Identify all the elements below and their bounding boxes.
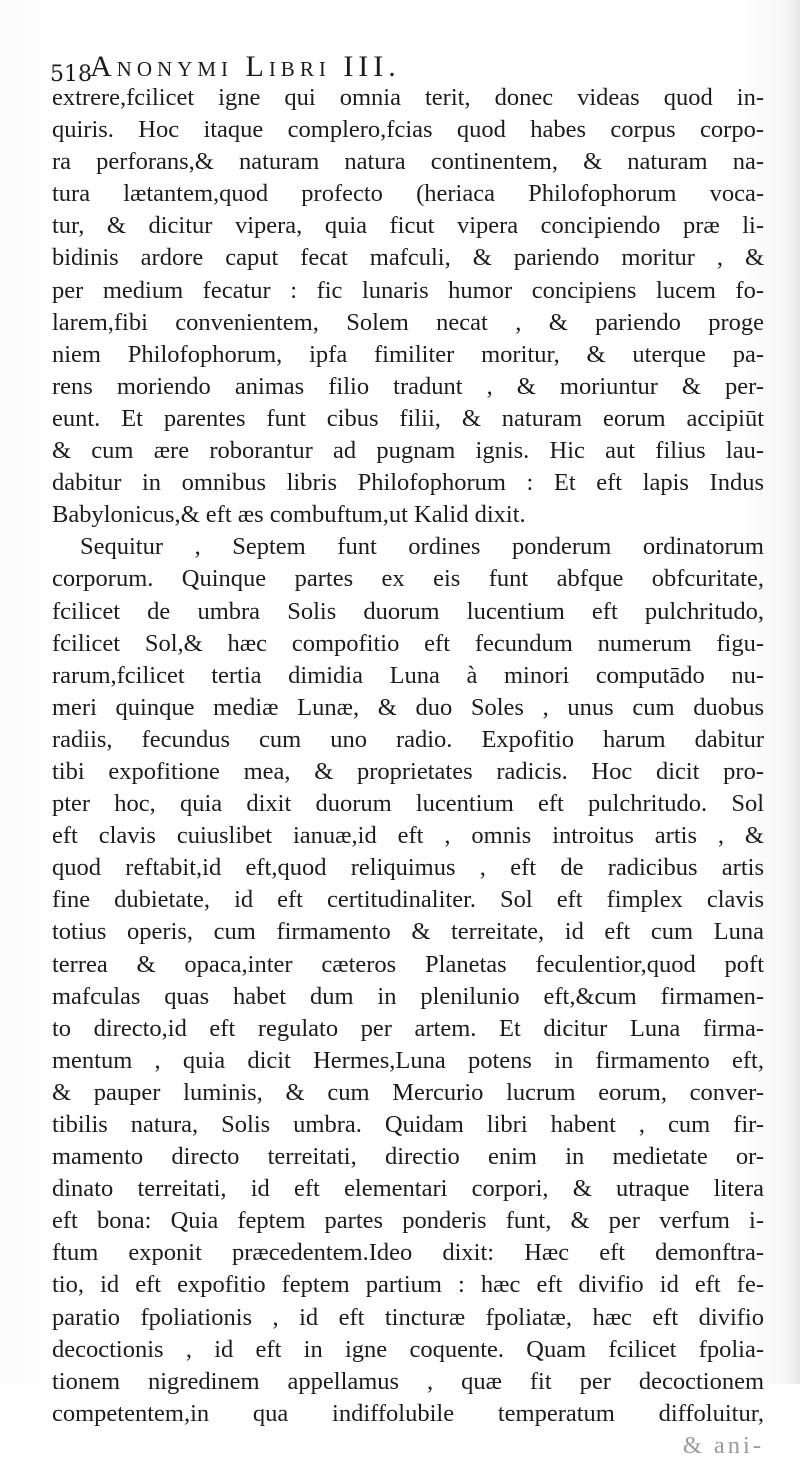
text-line: paratio fpoliationis , id eft tincturæ fpoliatæ, hæc eft divifio	[52, 1303, 764, 1331]
text-line: eunt. Et parentes funt cibus filii, & naturam eorum accipiūt	[52, 404, 764, 432]
text-line: mamento directo terreitati, directio enim in medietate or-	[52, 1143, 764, 1171]
text-line: fine dubietate, id eft certitudinaliter. Sol eft fimplex clavis	[52, 886, 764, 914]
catchword: & ani-	[682, 1431, 764, 1459]
text-line: tur, & dicitur vipera, quia ficut vipera concipiendo præ li-	[52, 212, 764, 240]
text-line: dinato terreitati, id eft elementari corpori, & utraque litera	[52, 1175, 764, 1203]
text-line: per medium fecatur : fic lunaris humor concipiens lucem fo-	[52, 276, 764, 304]
text-line: Babylonicus,& eft æs combuftum,ut Kalid dixit.	[52, 501, 526, 529]
text-line: larem,fibi convenientem, Solem necat , & pariendo proge	[52, 308, 764, 336]
text-line: niem Philofophorum, ipfa fimiliter moritur, & uterque pa-	[52, 340, 764, 368]
text-line: bidinis ardore caput fecat mafculi, & pariendo moritur , &	[52, 244, 764, 272]
text-line: & pauper luminis, & cum Mercurio lucrum eorum, conver-	[52, 1078, 764, 1106]
text-line: ra perforans,& naturam natura continentem, & naturam na-	[52, 148, 764, 176]
text-line: quiris. Hoc itaque complero,fcias quod habes corpus corpo-	[52, 116, 764, 144]
text-line: dabitur in omnibus libris Philofophorum : Et eft lapis Indus	[52, 469, 764, 497]
page-number: 518	[50, 62, 92, 87]
text-line: totius operis, cum firmamento & terreitate, id eft cum Luna	[52, 918, 764, 946]
text-line: pter hoc, quia dixit duorum lucentium eft pulchritudo. Sol	[52, 790, 764, 818]
text-line: to directo,id eft regulato per artem. Et dicitur Luna firma-	[52, 1014, 764, 1042]
text-line: rens moriendo animas filio tradunt , & moriuntur & per-	[52, 372, 764, 400]
text-line: mafculas quas habet dum in plenilunio eft,&cum firmamen-	[52, 982, 764, 1010]
text-line: extrere,fcilicet igne qui omnia terit, donec videas quod in-	[52, 84, 764, 111]
text-line: meri quinque mediæ Lunæ, & duo Soles , unus cum duobus	[52, 693, 764, 721]
text-line: radiis, fecundus cum uno radio. Expofitio harum dabitur	[52, 725, 764, 753]
page-edge-shadow	[786, 0, 800, 1384]
text-line: quod reftabit,id eft,quod reliquimus , eft de radicibus artis	[52, 854, 764, 882]
running-title: Anonymi Libri III.	[90, 50, 401, 83]
text-line: corporum. Quinque partes ex eis funt abfque obfcuritate,	[52, 565, 764, 593]
text-line: & cum ære roborantur ad pugnam ignis. Hic aut filius lau-	[52, 437, 764, 465]
text-line: tibi expofitione mea, & proprietates radicis. Hoc dicit pro-	[52, 757, 764, 785]
text-line: competentem,in qua indiffolubile temperatum diffoluitur,	[52, 1399, 764, 1427]
text-line: tionem nigredinem appellamus , quæ fit per decoctionem	[52, 1367, 764, 1395]
text-line: fcilicet Sol,& hæc compofitio eft fecundum numerum figu-	[52, 629, 764, 657]
text-line: Sequitur , Septem funt ordines ponderum ordinatorum	[80, 533, 764, 561]
text-line: eft clavis cuiuslibet ianuæ,id eft , omnis introitus artis , &	[52, 822, 764, 850]
text-line: fcilicet de umbra Solis duorum lucentium eft pulchritudo,	[52, 597, 764, 625]
text-line: mentum , quia dicit Hermes,Luna potens in firmamento eft,	[52, 1046, 764, 1074]
text-line: ftum exponit præcedentem.Ideo dixit: Hæc eft demonftra-	[52, 1239, 764, 1267]
text-line: decoctionis , id eft in igne coquente. Quam fcilicet fpolia-	[52, 1335, 764, 1363]
page-header	[50, 48, 750, 87]
text-line: tura lætantem,quod profecto (heriaca Philofophorum voca-	[52, 180, 764, 208]
text-line: tibilis natura, Solis umbra. Quidam libri habent , cum fir-	[52, 1111, 764, 1138]
text-line: eft bona: Quia feptem partes ponderis funt, & per verfum i-	[52, 1207, 764, 1235]
text-line: terrea & opaca,inter cæteros Planetas feculentior,quod poft	[52, 950, 764, 978]
body-text	[52, 82, 764, 1462]
text-line: tio, id eft expofitio feptem partium : hæc eft divifio id eft fe-	[52, 1271, 764, 1299]
text-line: rarum,fcilicet tertia dimidia Luna à minori computādo nu-	[52, 661, 764, 689]
